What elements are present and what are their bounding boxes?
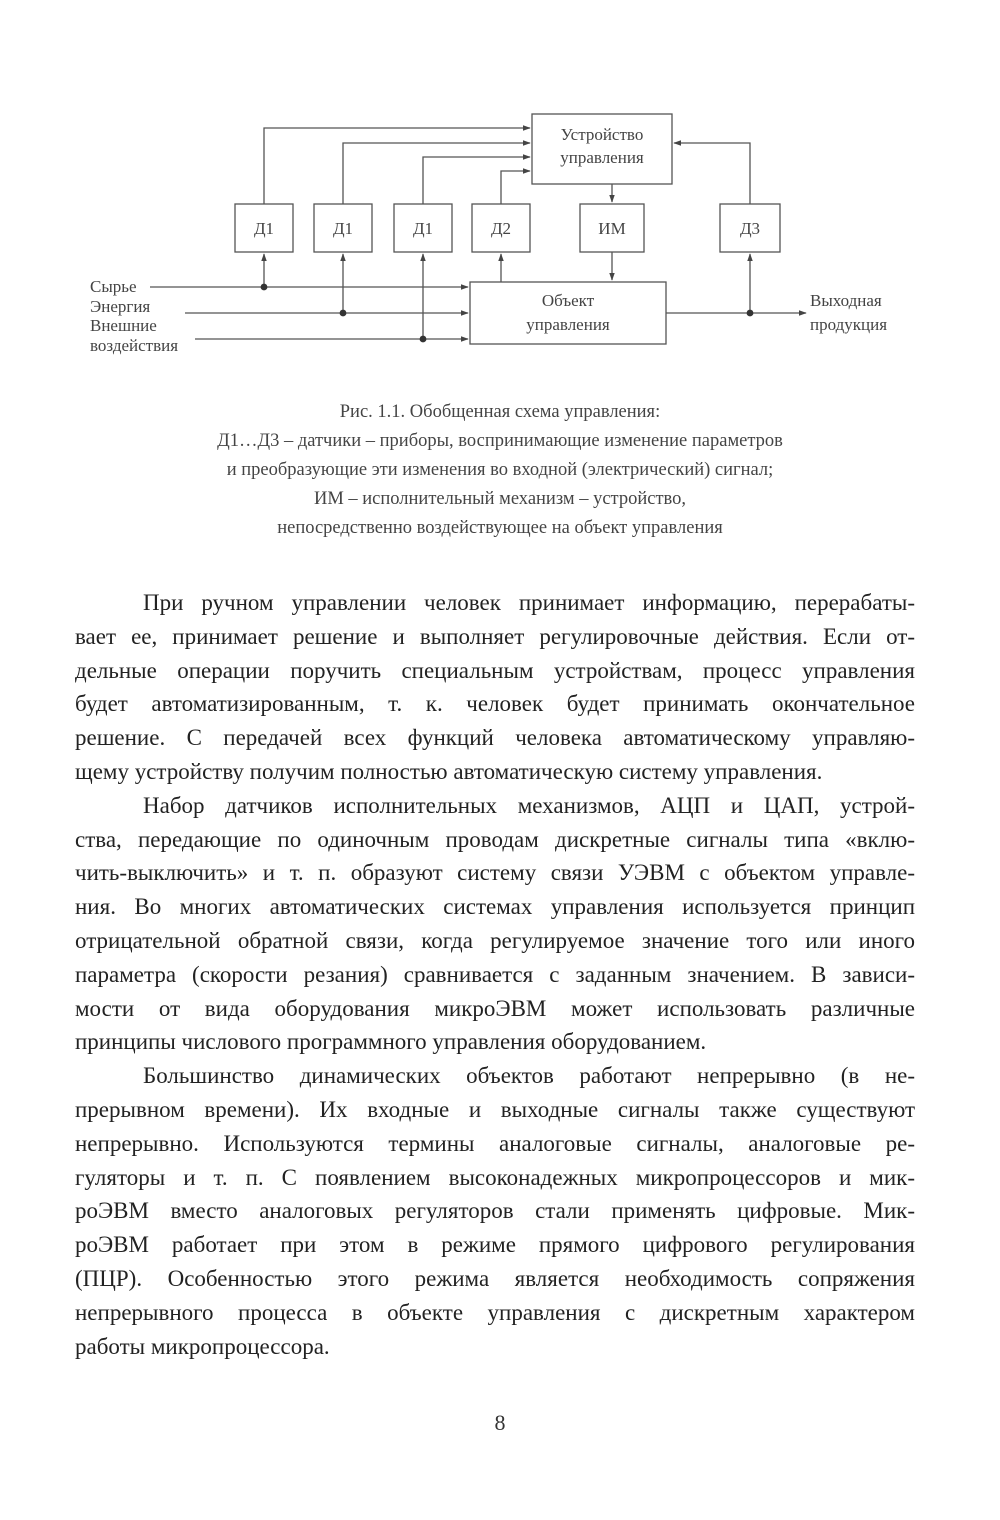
paragraph-line: Набор датчиков исполнительных механизмов, АЦП и ЦАП, устрой-	[143, 792, 915, 818]
figure-caption	[100, 398, 900, 543]
paragraph-line: щему устройству получим полностью автоматическую систему управления.	[75, 758, 823, 784]
feedback-line-d1-1	[264, 128, 530, 204]
paragraph-line: ния. Во многих автоматических системах управления используется принцип	[75, 894, 915, 920]
paragraph-line: вает ее, принимает решение и выполняет регулировочные действия. Если от-	[75, 623, 915, 649]
input-label-influences: воздействия	[90, 336, 179, 355]
input-label-raw-material: Сырье	[90, 277, 137, 296]
output-label-line1: Выходная	[810, 291, 882, 310]
paragraph-line: параметра (скорости резания) сравнивается с заданным значением. В зависи-	[75, 961, 915, 987]
caption-title: Рис. 1.1. Обобщенная схема управления:	[339, 402, 661, 422]
junction-dot-d1-2	[340, 310, 347, 317]
paragraph-line: (ПЦР). Особенностью этого режима является необходимость сопряжения	[75, 1265, 915, 1291]
control-object-label-line2: управления	[526, 315, 610, 334]
control-device-label-line1: Устройство	[560, 125, 644, 144]
paragraph-line: роЭВМ работает при этом в режиме прямого цифрового регулирования	[75, 1232, 915, 1258]
paragraph-line: мости от вида оборудования микроЭВМ может использовать различные	[75, 995, 915, 1021]
sensor-label-d1-1: Д1	[253, 219, 275, 238]
page-number: 8	[494, 1410, 506, 1435]
feedback-line-d3	[674, 143, 750, 204]
caption-line: Д1…Д3 – датчики – приборы, воспринимающие изменение параметров	[217, 431, 783, 451]
junction-dot-d1-3	[420, 336, 427, 343]
paragraph-line: гуляторы и т. п. С появлением высоконадежных микропроцессоров и мик-	[75, 1164, 915, 1190]
sensor-label-d1-3: Д1	[412, 219, 434, 238]
control-object-label-line1: Объект	[541, 291, 595, 310]
paragraph-line: При ручном управлении человек принимает информацию, перерабаты-	[143, 590, 915, 615]
paragraph-line: будет автоматизированным, т. к. человек будет принимать окончательное	[75, 691, 915, 717]
feedback-line-d1-3	[423, 157, 530, 204]
caption-line: ИМ – исполнительный механизм – устройство,	[313, 489, 687, 509]
paragraph-line: работы микропроцессора.	[75, 1333, 330, 1359]
control-device-label-line2: управления	[560, 148, 644, 167]
output-label-line2: продукция	[810, 315, 888, 334]
output-sensor-label: Д3	[739, 219, 761, 238]
body-text	[75, 586, 915, 1363]
paragraph-line: непрерывного процесса в объекте управления с дискретным характером	[75, 1299, 915, 1325]
actuator-label: ИМ	[598, 219, 626, 238]
junction-dot-d1-1	[261, 284, 268, 291]
paragraph-line: прерывном времени). Их входные и выходные сигналы также существуют	[75, 1096, 915, 1122]
input-label-external: Внешние	[90, 316, 157, 335]
paragraph-line: чить-выключить» и т. п. образуют систему связи УЭВМ с объектом управле-	[75, 860, 915, 886]
paragraph-line: решение. С передачей всех функций человека автоматическому управляю-	[75, 725, 915, 751]
sensor-label-d1-2: Д1	[332, 219, 354, 238]
feedback-line-d2	[501, 171, 530, 204]
paragraph-line: роЭВМ вместо аналоговых регуляторов стали применять цифровые. Мик-	[75, 1198, 915, 1224]
junction-dot-d3	[747, 310, 754, 317]
paragraph-line: отрицательной обратной связи, когда регулируемое значение того или иного	[75, 927, 915, 953]
paragraph-line: Большинство динамических объектов работают непрерывно (в не-	[143, 1063, 915, 1089]
caption-line: и преобразующие эти изменения во входной (электрический) сигнал;	[226, 460, 774, 480]
feedback-line-d1-2	[343, 143, 530, 204]
paragraph-line: ства, передающие по одиночным проводам дискретные сигналы типа «вклю-	[75, 826, 915, 852]
paragraph-line: дельные операции поручить специальным устройствам, процесс управления	[75, 657, 915, 683]
sensor-label-d2: Д2	[490, 219, 512, 238]
control-scheme-diagram	[0, 0, 1000, 380]
paragraph-line: принципы числового программного управления оборудованием.	[75, 1029, 707, 1055]
input-label-energy: Энергия	[90, 297, 151, 316]
caption-line: непосредственно воздействующее на объект управления	[277, 518, 723, 538]
paragraph-line: непрерывно. Используются термины аналоговые сигналы, аналоговые ре-	[75, 1130, 915, 1156]
